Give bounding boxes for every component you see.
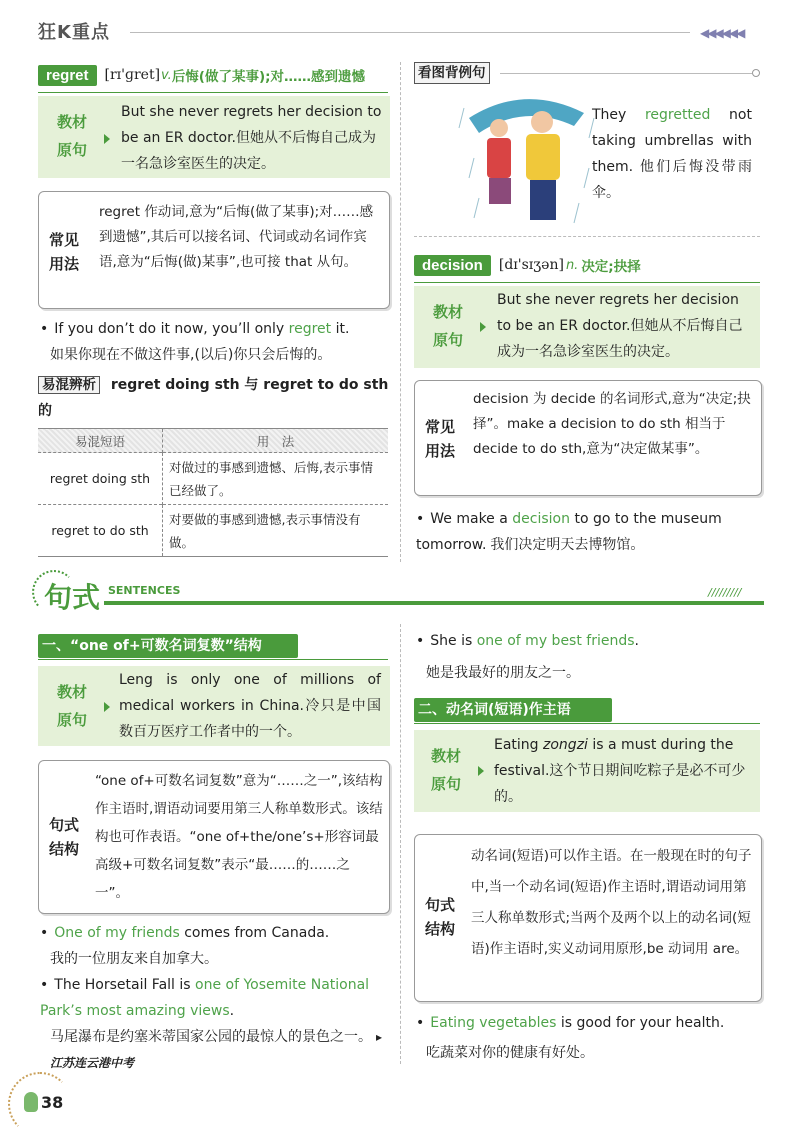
header-stripes-icon: ///////// [708,586,742,599]
sentences-header [32,570,766,612]
picture-bottom-rule [414,236,760,237]
word-tag: decision [414,255,491,276]
usage-box-decision [414,380,762,496]
word-tag: regret [38,65,97,86]
textbook-sentence-section2 [414,730,760,812]
picture-section [414,62,760,232]
picture-tag: 看图背例句 [414,62,490,84]
header-rule [104,601,764,605]
structure-box-section2 [414,834,762,1002]
textbook-label: 教材 原句 [432,303,463,349]
textbook-label: 教材 原句 [430,747,461,793]
table-row: regret to do sth 对要做的事感到遗憾,表示事情没有做。 [38,505,388,557]
arrow-icon [104,702,110,712]
table-header-usage: 用 法 [163,429,389,453]
confuse-title-1: regret doing sth 与 regret to do sth 的 [38,377,389,419]
header-arrows-icon: ◀◀◀◀◀◀ [700,26,744,40]
column-divider [400,62,401,562]
example-regret: • If you don’t do it now, you’ll only regret it. 如果你现在不做这件事,(以后)你只会后悔的。 [40,316,392,368]
textbook-label: 教材 原句 [56,683,87,729]
structure-text: 动名词(短语)可以作主语。在一般现在时的句子中,当一个动名词(短语)作主语时,谓语动词用第三人称单数形式;当两个及两个以上的动名词(短语)作主语时,实义动词用原形,be 动词用 are。 [471,848,752,957]
textbook-text: Eating zongzi is a must during the festival.这个节日期间吃粽子是必不可少的。 [494,737,746,805]
table-row: regret doing sth 对做过的事感到遗憾、后悔,表示事情已经做了。 [38,453,388,505]
confuse-title-2: 用法区别 [38,429,94,445]
textbook-sentence-section1 [38,666,390,746]
umbrella-illustration [454,88,604,228]
arrow-icon [478,766,484,776]
sentences-subtitle: SENTENCES [108,584,181,597]
textbook-sentence-decision [414,286,760,368]
section2-title: 二、动名词(短语)作主语 [414,698,612,722]
example-decision: • We make a decision to go to the museum tomorrow. 我们决定明天去博物馆。 [416,506,762,558]
picture-caption: They regretted not taking umbrellas with them. 他们后悔没带雨伞。 [592,107,753,201]
structure-label: 句式 结构 [425,896,456,938]
textbook-text: Leng is only one of millions of medical workers in China.冷只是中国数百万医疗工作者中的一个。 [119,672,382,740]
column-divider-lower [400,624,401,1064]
page-number-badge [24,1092,63,1112]
section2-example: • Eating vegetables is good for your health. 吃蔬菜对你的健康有好处。 [416,1010,762,1066]
arrow-icon [104,134,110,144]
confuse-tag: 易混辨析 [38,376,100,394]
section1-title: 一、“one of+可数名词复数”结构 [38,634,298,658]
usage-text: decision 为 decide 的名词形式,意为“决定;抉择”。make a decision to do sth 相当于 decide to do sth,意为“决定做某事”。 [473,391,751,457]
section1-examples: • One of my friends comes from Canada. 我的一位朋友来自加拿大。 • The Horsetail Fall is one of Yosemite National Park’s most amazing views. 马尾瀑布是约塞米蒂国家公园的最惊人的景色之一。 ▸江苏连云港中考 [40,920,390,1076]
structure-label: 句式 结构 [49,816,80,858]
confuse-table [38,428,388,557]
page-number: 38 [41,1092,64,1112]
textbook-label: 教材 原句 [56,113,87,159]
example-zh: 如果你现在不做这件事,(以后)你只会后悔的。 [50,347,332,363]
usage-label: 常见 用法 [49,231,80,273]
arrow-icon [480,322,486,332]
bulb-icon [24,1092,38,1112]
meaning: 决定;抉择 [581,259,641,275]
vocab-entry-decision [414,252,760,283]
meaning: 后悔(做了某事);对……感到遗憾 [171,69,366,85]
section1-example-3: • She is one of my best friends. 她是我最好的朋友之一。 [416,628,762,686]
structure-box-section1 [38,760,390,914]
usage-text: regret 作动词,意为“后悔(做了某事);对……感到遗憾”,其后可以接名词、代词或动名词作宾语,意为“后悔(做)某事”,也可接 that 从句。 [99,204,374,270]
phonetic: [dɪ'sɪʒən] [498,257,564,273]
pos: v. [161,67,172,83]
phonetic: [rɪ'ɡret] [104,67,161,83]
vocab-entry-regret [38,62,388,93]
structure-text: “one of+可数名词复数”意为“……之一”,该结构作主语时,谓语动词要用第三人称单数形式。该结构也可作表语。“one of+the/one’s+形容词最高级+可数名词复数”表示“最……的……之一”。 [95,773,383,901]
picture-corner-dot [752,69,760,77]
source-tag: ▸江苏连云港中考 [50,1030,383,1070]
textbook-text: But she never regrets her decision to be an ER doctor.但她从不后悔自己成为一名急诊室医生的决定。 [121,104,382,172]
usage-label: 常见 用法 [425,418,456,460]
sentences-title: 句式 [44,581,101,614]
header-rule [130,32,690,33]
textbook-sentence-regret [38,96,390,178]
usage-box-regret [38,191,390,309]
header-logo [38,18,110,44]
picture-rule [500,73,752,74]
section2-title-rule [414,723,760,724]
textbook-text: But she never regrets her decision to be an ER doctor.但她从不后悔自己成为一名急诊室医生的决定。 [497,292,743,360]
pos: n. [565,257,579,273]
brand-text: 狂K重点 [38,22,110,43]
section1-title-rule [38,659,388,660]
table-header-phrase: 易混短语 [74,433,125,449]
